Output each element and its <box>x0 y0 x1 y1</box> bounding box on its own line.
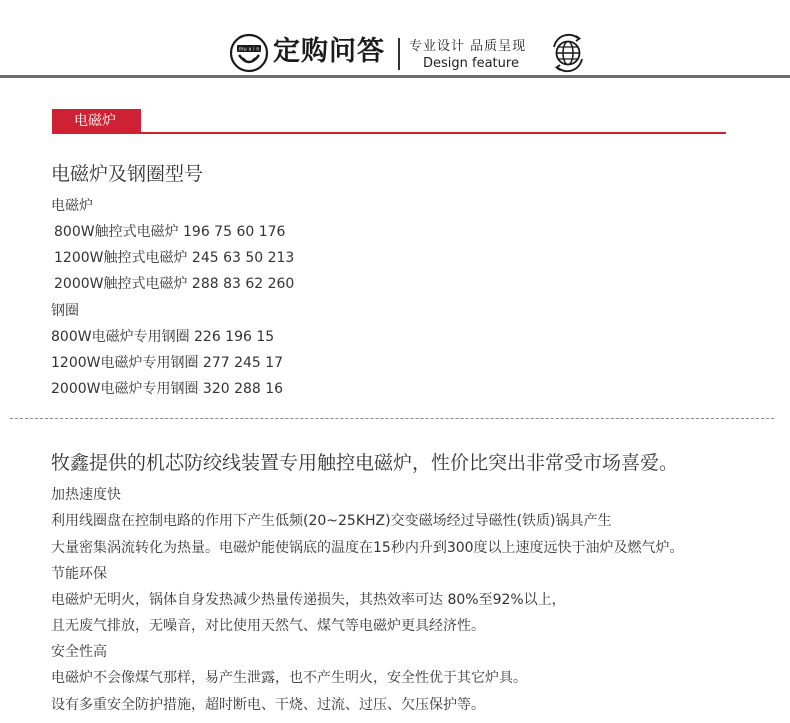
section-underline <box>52 132 726 134</box>
page-title: 定购问答 <box>273 36 385 67</box>
feature-title-energy: 节能环保 <box>51 566 107 582</box>
header-divider <box>398 38 400 70</box>
dashed-divider <box>10 418 774 419</box>
feature-text: 设有多重安全防护措施，超时断电、干烧、过流、过压、欠压保护等。 <box>51 697 485 713</box>
specs-heading: 电磁炉及钢圈型号 <box>51 163 204 185</box>
section-tab-induction-cooker: 电磁炉 <box>52 109 141 134</box>
cooker-label: 电磁炉 <box>51 198 93 214</box>
header-subtitle-cn: 专业设计 品质呈现 <box>409 39 527 54</box>
feature-title-heating: 加热速度快 <box>51 487 121 503</box>
feature-text: 电磁炉无明火，锅体自身发热减少热量传递损失，其热效率可达 80%至92%以上， <box>51 592 566 608</box>
feature-text: 大量密集涡流转化为热量。电磁炉能使锅底的温度在15秒内升到300度以上速度远快于油炉及燃气炉。 <box>51 540 684 556</box>
cooker-spec-row: 800W触控式电磁炉 196 75 60 176 <box>54 224 286 240</box>
logo-lettering: mu x i n <box>238 46 260 53</box>
feature-title-safety: 安全性高 <box>51 644 107 660</box>
cooker-spec-row: 2000W触控式电磁炉 288 83 62 260 <box>54 276 295 292</box>
header-rule <box>0 75 790 78</box>
header-subtitle-en: Design feature <box>423 56 519 71</box>
globe-icon <box>548 33 588 73</box>
feature-text: 电磁炉不会像煤气那样，易产生泄露，也不产生明火，安全性优于其它炉具。 <box>51 670 527 686</box>
ring-spec-row: 1200W电磁炉专用钢圈 277 245 17 <box>51 355 284 371</box>
ring-label: 钢圈 <box>51 303 79 319</box>
feature-text: 且无废气排放，无噪音，对比使用天然气、煤气等电磁炉更具经济性。 <box>51 618 485 634</box>
cooker-spec-row: 1200W触控式电磁炉 245 63 50 213 <box>54 250 295 266</box>
ring-spec-row: 800W电磁炉专用钢圈 226 196 15 <box>51 329 275 345</box>
ring-spec-row: 2000W电磁炉专用钢圈 320 288 16 <box>51 381 284 397</box>
page-header <box>0 0 790 78</box>
features-heading: 牧鑫提供的机芯防绞线装置专用触控电磁炉，性价比突出非常受市场喜爱。 <box>51 452 679 474</box>
feature-text: 利用线圈盘在控制电路的作用下产生低频(20~25KHZ)交变磁场经过导磁性(铁质)锅具产生 <box>51 513 612 529</box>
brand-logo-icon <box>229 33 269 73</box>
